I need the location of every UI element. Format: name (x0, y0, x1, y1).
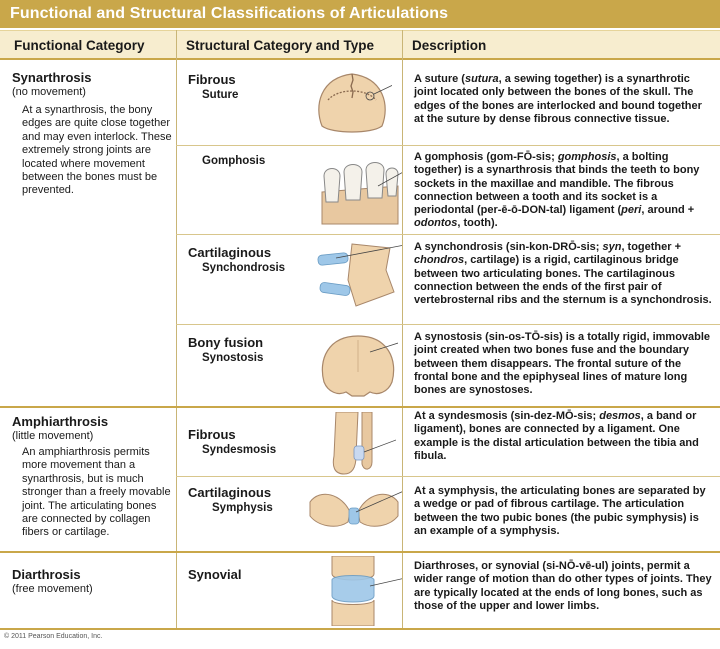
structural-category: Bony fusion (188, 335, 264, 350)
description-run: (sin-os-TŌ-sis) is a totally rigid, immovable joint created when two bones fuse and the boundary between them disappears. The frontal suture of the frontal bone and the epiphyseal lines of mature long bones are synostoses. (414, 331, 711, 397)
pubic-symphysis-illustration (306, 486, 402, 546)
description-run: , or (475, 560, 496, 572)
functional-name: Diarthrosis (12, 567, 81, 582)
description-run: At a (414, 410, 438, 422)
teeth-gomphosis-illustration (318, 156, 402, 228)
description-run: ( (458, 73, 465, 85)
description-run: At a (414, 485, 438, 497)
description-run: , tooth). (457, 217, 498, 230)
description-run: , a bolting together) is a synarthrosis that binds the teeth to bony sockets in the maxillae and mandible. The fibrous connection between a tooth and its socket is a periodontal (per-ē-ō-DON-tal) ligament ( (414, 151, 700, 217)
description-run: (si-NŌ-vē-ul) (539, 560, 612, 572)
description-run: chondros (414, 254, 465, 267)
description-run: peri (621, 204, 642, 217)
description-run: desmos (599, 410, 641, 422)
description-run: gomphosis (424, 151, 484, 163)
skull-suture-illustration (312, 66, 392, 140)
column-divider (176, 30, 177, 630)
description-run: synovial (495, 560, 540, 572)
description-run: joints (611, 560, 641, 572)
header-structural: Structural Category and Type (186, 37, 375, 53)
section-rule (0, 551, 720, 553)
column-divider (402, 30, 403, 630)
tibia-fibula-illustration (326, 412, 396, 478)
skull-synostosis-illustration (318, 330, 398, 402)
description-symphysis (414, 485, 714, 538)
description-run: A (414, 241, 425, 253)
description-run: odontos (414, 217, 458, 230)
description-run: , the articulating bones are separated by a wedge or pad of fibrous cartilage. The articulation between the two pubic bones (the pubic symphysis) is an example of a symphysis. (414, 485, 706, 537)
description-syndesmosis (414, 410, 714, 463)
functional-name: Amphiarthrosis (12, 414, 109, 429)
synchondrosis-illustration (316, 240, 402, 312)
structural-category: Synovial (188, 567, 242, 582)
description-synchondrosis (414, 241, 714, 307)
title-bar (0, 0, 720, 28)
description-run: , a sewing together) is a synarthrotic joint located only between the bones of the skull. The edges of the bones are interlocked and bound together at the suture by dense fibrous connective tissue. (414, 73, 702, 125)
structural-category: Cartilaginous (188, 485, 272, 500)
description-run: A (414, 73, 425, 85)
description-run: (sin-kon-DRŌ-sis; (502, 241, 603, 253)
description-run: (gom-FŌ-sis; (483, 151, 558, 163)
description-run: A (414, 151, 425, 163)
description-suture (414, 73, 714, 126)
description-run: symphysis (437, 485, 495, 497)
row-rule (176, 324, 720, 325)
section-rule (0, 406, 720, 408)
structural-type: Synchondrosis (202, 262, 286, 274)
functional-name: Synarthrosis (12, 70, 92, 85)
functional-desc: At a synarthrosis, the bony edges are quite close together and may even interlock. These extremely strong joints are located where movement between the bones must be prevented. (22, 104, 172, 197)
description-gomphosis (414, 151, 714, 231)
structural-category: Fibrous (188, 72, 236, 87)
description-run: gomphosis (557, 151, 617, 163)
row-rule (176, 234, 720, 235)
description-run: , cartilage) is a rigid, cartilaginous bridge between two articulating bones. The cartilaginous connection between the ends of the first pair of vertebrosternal ribs and the sternum is a synchondrosis. (414, 254, 712, 307)
synovial-joint-illustration (324, 556, 402, 626)
description-synostosis (414, 331, 714, 397)
description-run: (sin-dez-MŌ-sis; (507, 410, 600, 422)
description-run: , a band or ligament), bones are connected by a ligament. One example is the distal articulation between the tibia and fibula. (414, 410, 699, 462)
description-synovial (414, 560, 714, 613)
structural-type: Suture (202, 89, 239, 101)
header-functional: Functional Category (14, 37, 145, 53)
description-run: synostosis (424, 331, 483, 343)
description-run: syn (602, 241, 622, 253)
structural-type: Synostosis (202, 352, 264, 364)
header-description: Description (412, 37, 487, 53)
row-rule (176, 476, 720, 477)
functional-desc: An amphiarthrosis permits more movement than a synarthrosis, but is much stronger than a freely movable joint. The articulating bones are connected by collagen fibers or cartilage. (22, 446, 171, 539)
bottom-rule (0, 628, 720, 630)
description-run: , around + (641, 204, 695, 217)
row-rule (176, 145, 720, 146)
copyright-footer: © 2011 Pearson Education, Inc. (4, 633, 103, 640)
structural-type: Symphysis (212, 502, 273, 514)
functional-sub: (free movement) (12, 583, 93, 595)
description-run: suture (424, 73, 459, 85)
structural-category: Cartilaginous (188, 245, 272, 260)
structural-type: Gomphosis (202, 155, 266, 167)
description-run: syndesmosis (437, 410, 508, 422)
description-run: , permit a wider range of motion than do other types of joints. They are typically located at the ends of long bones, such as those of the upper and lower limbs. (414, 560, 712, 612)
description-run: A (414, 331, 425, 343)
header-row (0, 30, 720, 60)
functional-sub: (no movement) (12, 86, 86, 98)
table-title: Functional and Structural Classifications of Articulations (10, 5, 449, 22)
description-run: synchondrosis (424, 241, 503, 253)
description-run: Diarthroses (414, 560, 476, 572)
structural-category: Fibrous (188, 427, 236, 442)
description-run: , together + (621, 241, 682, 253)
description-run: sutura (464, 73, 499, 85)
functional-sub: (little movement) (12, 430, 94, 442)
structural-type: Syndesmosis (202, 444, 277, 456)
